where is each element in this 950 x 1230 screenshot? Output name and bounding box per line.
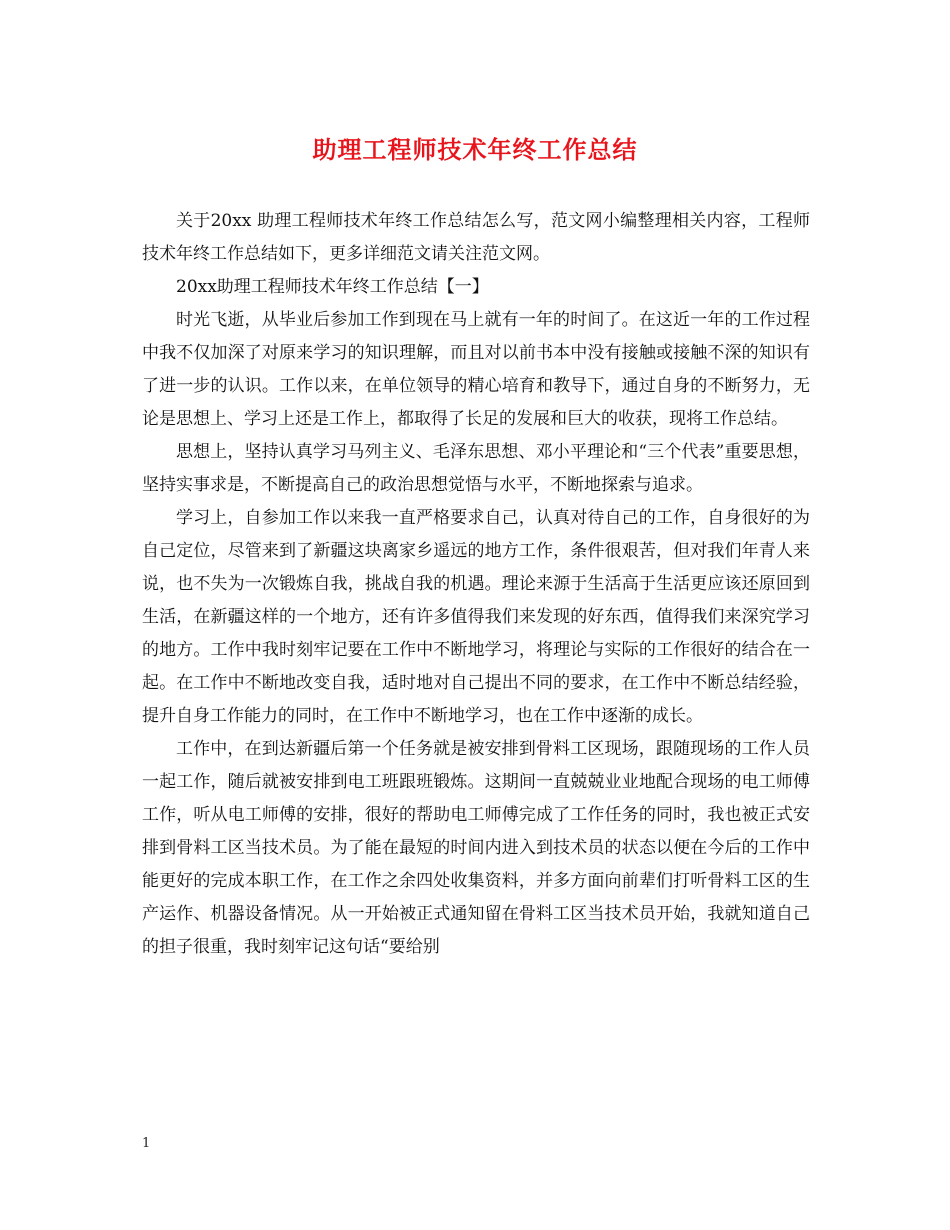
body-paragraph: 工作中，在到达新疆后第一个任务就是被安排到骨料工区现场，跟随现场的工作人员一起工作，随后就被安排到电工班跟班锻炼。这期间一直兢兢业业地配合现场的电工师傅工作，听从电工师傅的安排，很好的帮助电工师傅完成了工作任务的同时，我也被正式安排到骨料工区当技术员。为了能在最短的时间内进入到技术员的状态以便在今后的工作中能更好的完成本职工作，在工作之余四处收集资料，并多方面向前辈们打听骨料工区的生产运作、机器设备情况。从一开始被正式通知留在骨料工区当技术员开始，我就知道自己的担子很重，我时刻牢记这句话“要给别: [142, 739, 810, 957]
body-paragraph: 学习上，自参加工作以来我一直严格要求自己，认真对待自己的工作，自身很好的为自己定位，尽管来到了新疆这块离家乡遥远的地方工作，条件很艰苦，但对我们年青人来说，也不失为一次锻炼自我，挑战自我的机遇。理论来源于生活高于生活更应该还原回到生活，在新疆这样的一个地方，还有许多值得我们来发现的好东西，值得我们来深究学习的地方。工作中我时刻牢记要在工作中不断地学习，将理论与实际的工作很好的结合在一起。在工作中不断地改变自我，适时地对自己提出不同的要求，在工作中不断总结经验，提升自身工作能力的同时，在工作中不断地学习，也在工作中逐渐的成长。: [142, 508, 810, 726]
page-number: 1: [142, 1136, 151, 1151]
intro-paragraph: 关于20xx 助理工程师技术年终工作总结怎么写，范文网小编整理相关内容，工程师技术年终工作总结如下，更多详细范文请关注范文网。: [142, 211, 810, 264]
body-paragraph: 时光飞逝，从毕业后参加工作到现在马上就有一年的时间了。在这近一年的工作过程中我不仅加深了对原来学习的知识理解，而且对以前书本中没有接触或接触不深的知识有了进一步的认识。工作以来，在单位领导的精心培育和教导下，通过自身的不断努力，无论是思想上、学习上还是工作上，都取得了长足的发展和巨大的收获，现将工作总结。: [142, 310, 810, 429]
document-body: [142, 205, 810, 964]
section-heading: 20xx助理工程师技术年终工作总结【一】: [176, 277, 489, 297]
body-paragraph: 思想上，坚持认真学习马列主义、毛泽东思想、邓小平理论和“三个代表”重要思想，坚持实事求是，不断提高自己的政治思想觉悟与水平，不断地探索与追求。: [142, 442, 810, 495]
document-title: 助理工程师技术年终工作总结: [312, 135, 638, 164]
